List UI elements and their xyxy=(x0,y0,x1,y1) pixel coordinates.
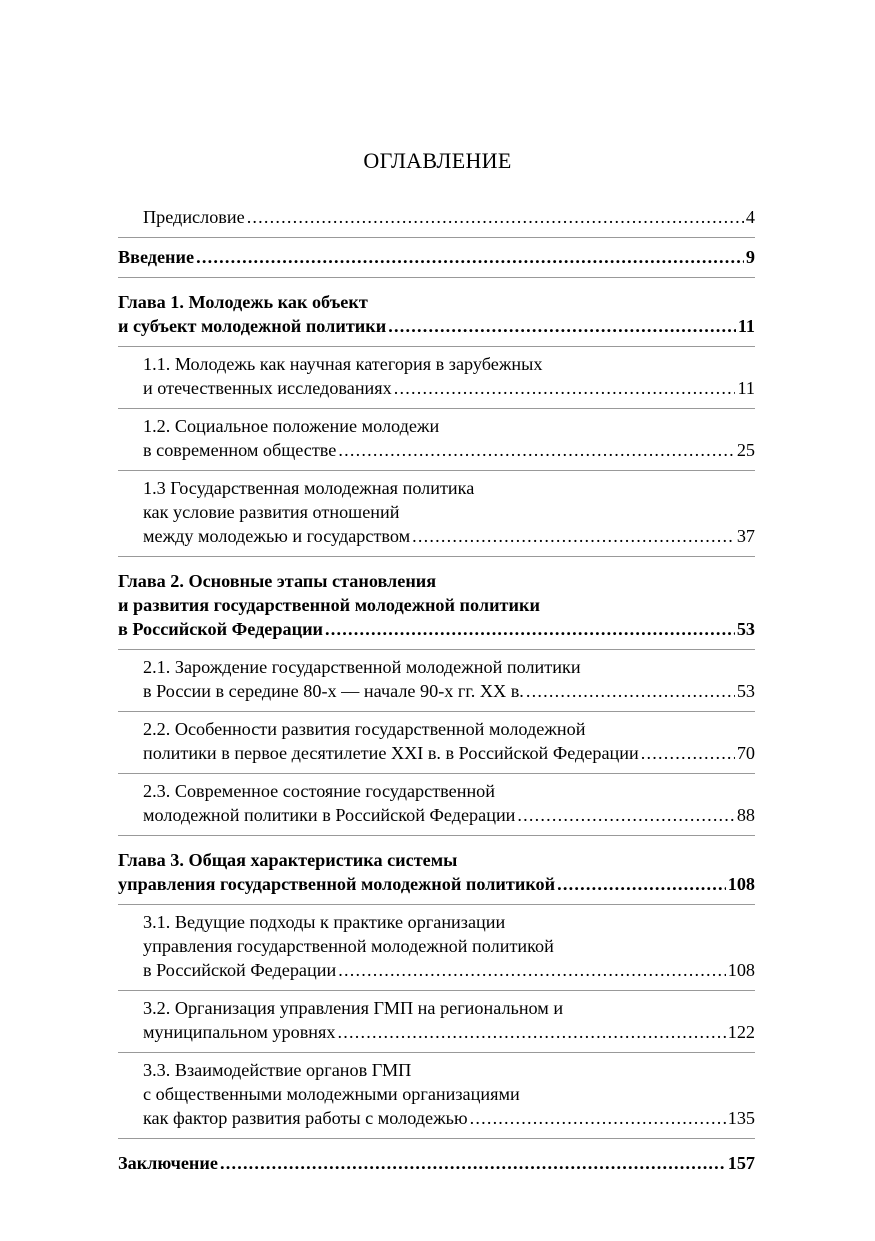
toc-leader-dots xyxy=(641,741,735,765)
toc-entry-title-line: с общественными молодежными организациями xyxy=(143,1084,520,1104)
toc-divider xyxy=(118,990,755,991)
toc-entry-title-line: между молодежью и государством xyxy=(143,526,411,546)
toc-entry-title-line: 2.1. Зарождение государственной молодежной политики xyxy=(143,657,581,677)
toc-page-number: 108 xyxy=(727,960,755,980)
toc-divider xyxy=(118,277,755,278)
toc-entry-title-line: 2.3. Современное состояние государственной xyxy=(143,781,496,801)
toc-leader-dots xyxy=(470,1106,726,1130)
toc-entry-section-3-1[interactable] xyxy=(118,910,755,982)
toc-entry-title-line: в Российской Федерации xyxy=(143,960,337,980)
toc-entry-title-line: муниципальном уровнях xyxy=(143,1022,336,1042)
toc-entry-title-line: в Российской Федерации xyxy=(118,619,324,639)
toc-page-number: 11 xyxy=(737,316,755,336)
toc-divider xyxy=(118,556,755,557)
toc-page-number: 53 xyxy=(736,681,755,701)
toc-page-number: 25 xyxy=(736,440,755,460)
toc-entry-title-line: управления государственной молодежной политикой xyxy=(118,874,556,894)
page-title: ОГЛАВЛЕНИЕ xyxy=(363,148,512,173)
toc-leader-dots xyxy=(338,438,734,462)
toc-leader-dots xyxy=(338,958,726,982)
toc-entry-section-1-3[interactable] xyxy=(118,476,755,548)
toc-entry-title-line: Глава 3. Общая характеристика системы xyxy=(118,850,458,870)
toc-leader-dots xyxy=(526,679,735,703)
toc-entry-title-line: как фактор развития работы с молодежью xyxy=(143,1108,468,1128)
toc-entry-conclusion[interactable] xyxy=(118,1151,755,1175)
toc-entry-title-line: и отечественных исследованиях xyxy=(143,378,392,398)
toc-page-number: 53 xyxy=(736,619,755,639)
toc-entry-title-line: в современном обществе xyxy=(143,440,337,460)
toc-entry-section-1-1[interactable] xyxy=(118,352,755,400)
toc-page-number: 37 xyxy=(736,526,755,546)
toc-entry-title-line: 3.2. Организация управления ГМП на региональном и xyxy=(143,998,564,1018)
toc-entry-title: Введение xyxy=(118,247,195,267)
toc-page-number: 108 xyxy=(727,874,755,894)
toc-entry-chapter-2[interactable] xyxy=(118,569,755,641)
toc-entry-section-3-2[interactable] xyxy=(118,996,755,1044)
toc-entry-title: Предисловие xyxy=(143,207,245,227)
toc-entry-title-line: Глава 1. Молодежь как объект xyxy=(118,292,368,312)
toc-entry-title: Заключение xyxy=(118,1153,218,1173)
toc-leader-dots xyxy=(337,1020,725,1044)
toc-entry-chapter-1[interactable] xyxy=(118,290,755,338)
toc-page-number: 135 xyxy=(727,1108,755,1128)
toc-entry-introduction[interactable] xyxy=(118,245,755,269)
toc-leader-dots xyxy=(247,205,744,229)
toc-entry-title-line: и субъект молодежной политики xyxy=(118,316,387,336)
toc-leader-dots xyxy=(412,524,735,548)
toc-entry-section-2-3[interactable] xyxy=(118,779,755,827)
toc-entry-title-line: и развития государственной молодежной политики xyxy=(118,595,540,615)
toc-entry-title-line: 1.3 Государственная молодежная политика xyxy=(143,478,475,498)
toc-leader-dots xyxy=(517,803,734,827)
toc-entry-title-line: 3.3. Взаимодействие органов ГМП xyxy=(143,1060,412,1080)
toc-page-number: 157 xyxy=(727,1153,755,1173)
toc-leader-dots xyxy=(394,376,736,400)
toc-leader-dots xyxy=(388,314,736,338)
toc-divider xyxy=(118,773,755,774)
toc-entry-preface[interactable] xyxy=(118,205,755,229)
toc-entry-section-1-2[interactable] xyxy=(118,414,755,462)
toc-divider xyxy=(118,649,755,650)
toc-divider xyxy=(118,1138,755,1139)
toc-entry-title-line: 3.1. Ведущие подходы к практике организации xyxy=(143,912,506,932)
toc-entry-title-line: управления государственной молодежной политикой xyxy=(143,936,554,956)
toc-divider xyxy=(118,835,755,836)
toc-entry-section-3-3[interactable] xyxy=(118,1058,755,1130)
toc-entry-title-line: 1.2. Социальное положение молодежи xyxy=(143,416,440,436)
toc-page-number: 88 xyxy=(736,805,755,825)
toc-entry-section-2-1[interactable] xyxy=(118,655,755,703)
toc-page-number: 70 xyxy=(736,743,755,763)
toc-page-number: 4 xyxy=(745,207,755,227)
toc-divider xyxy=(118,711,755,712)
toc-page-number: 11 xyxy=(737,378,755,398)
toc-leader-dots xyxy=(220,1151,726,1175)
toc-divider xyxy=(118,1052,755,1053)
toc-entry-title-line: политики в первое десятилетие XXI в. в Российской Федерации xyxy=(143,743,639,763)
toc-leader-dots xyxy=(325,617,735,641)
toc-entry-title-line: Глава 2. Основные этапы становления xyxy=(118,571,437,591)
toc-entry-title-line: как условие развития отношений xyxy=(143,502,400,522)
toc-page-number: 9 xyxy=(745,247,755,267)
toc-page-number: 122 xyxy=(727,1022,755,1042)
toc-divider xyxy=(118,904,755,905)
toc-leader-dots xyxy=(557,872,726,896)
toc-entry-title-line: в России в середине 80-х — начале 90-х гг. XX в. xyxy=(143,681,524,701)
toc-entry-title-line: 2.2. Особенности развития государственной молодежной xyxy=(143,719,586,739)
table-of-contents xyxy=(118,205,755,1175)
toc-divider xyxy=(118,470,755,471)
toc-divider xyxy=(118,237,755,238)
toc-entry-chapter-3[interactable] xyxy=(118,848,755,896)
toc-leader-dots xyxy=(196,245,744,269)
toc-divider xyxy=(118,346,755,347)
toc-entry-title-line: 1.1. Молодежь как научная категория в зарубежных xyxy=(143,354,543,374)
toc-divider xyxy=(118,408,755,409)
toc-entry-title-line: молодежной политики в Российской Федерации xyxy=(143,805,516,825)
toc-entry-section-2-2[interactable] xyxy=(118,717,755,765)
